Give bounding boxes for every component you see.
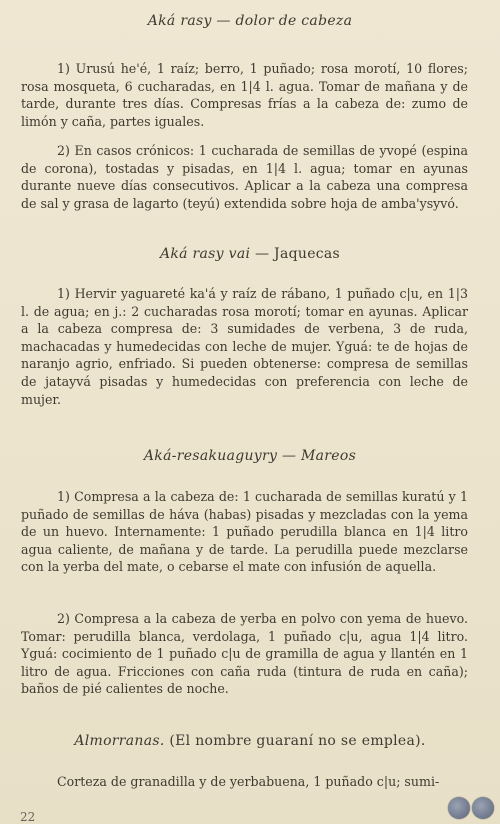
heading-jaquecas-spanish: — Jaquecas <box>250 246 341 262</box>
heading-mareos: Aká-resakuaguyry — Mareos <box>143 448 357 464</box>
paragraph-jaquecas-1: 1) Hervir yaguareté ka'á y raíz de rábano, 1 puñado c|u, en 1|3 l. de agua; en j.: 2 cucharadas rosa morotí; tomar en ayunas. Aplicar a la cabeza compresa de: 3 sumidades de verbena, 3 de ruda, machacadas y humedecidas con leche de mujer. Yguá: te de hojas de naranjo agrio, enfriado. Si pueden obtenerse: compresa de semillas de jatayvá pisadas y humedecidas con preferencia con leche de mujer. <box>21 286 468 407</box>
paragraph-mareos-2: 2) Compresa a la cabeza de yerba en polvo con yema de huevo. Tomar: perudilla blanca, verdolaga, 1 puñado c|u, agua 1|4 litro. Yguá: cocimiento de 1 puñado c|u de gramilla de agua y llantén en 1 litro de agua. Fricciones con caña ruda (tintura de ruda en caña); baños de pié calientes de noche. <box>21 611 468 697</box>
heading-almorranas-note: (El nombre guaraní no se emplea). <box>164 733 426 749</box>
heading-almorranas <box>0 733 500 749</box>
heading-jaquecas <box>0 246 500 262</box>
circle-badge-icon <box>448 797 470 819</box>
paragraph-cabeza-2: 2) En casos crónicos: 1 cucharada de semillas de yvopé (espina de corona), tostadas y pisadas, en 1|4 l. agua; tomar en ayunas durante nueve días consecutivos. Aplicar a la cabeza una compresa de sal y grasa de lagarto (teyú) extendida sobre hoja de amba'ysyvó. <box>21 143 468 211</box>
circle-badge-icon <box>472 797 494 819</box>
heading-dolor-de-cabeza: Aká rasy — dolor de cabeza <box>147 13 353 29</box>
heading-jaquecas-guarani: Aká rasy vai <box>159 246 251 262</box>
paragraph-cabeza-1: 1) Urusú he'é, 1 raíz; berro, 1 puñado; rosa morotí, 10 flores; rosa mosqueta, 6 cucharadas, en 1|4 l. agua. Tomar de mañana y de tarde, durante tres días. Compresas frías a la cabeza de: zumo de limón y caña, partes iguales. <box>21 61 468 129</box>
paragraph-almorranas: Corteza de granadilla y de yerbabuena, 1 puñado c|u; sumi- <box>57 774 440 789</box>
heading-almorranas-title: Almorranas. <box>74 733 165 749</box>
page-number: 22 <box>20 810 36 824</box>
paragraph-mareos-1: 1) Compresa a la cabeza de: 1 cucharada de semillas kuratú y 1 puñado de semillas de háva (habas) pisadas y mezcladas con la yema de un huevo. Internamente: 1 puñado perudilla blanca en 1|4 litro agua caliente, de mañana y de tarde. La perudilla puede mezclarse con la yerba del mate, o cebarse el mate con infusión de aquella. <box>21 489 468 575</box>
